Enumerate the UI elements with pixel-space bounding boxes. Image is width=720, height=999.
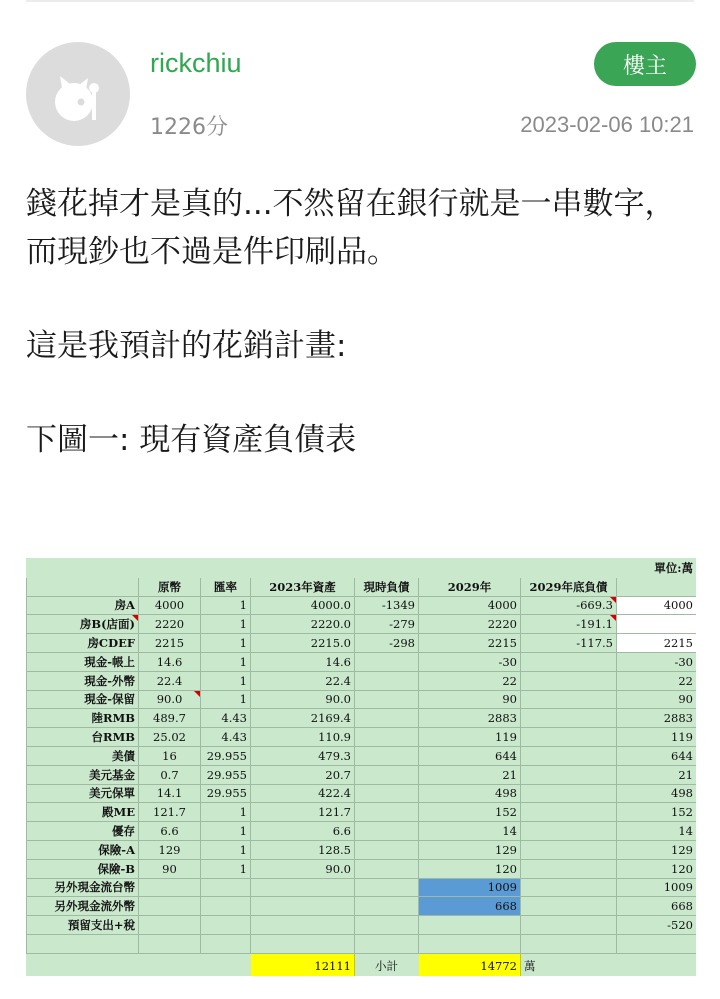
table-row: [27, 822, 697, 841]
post-paragraph: 這是我預計的花銷計畫:: [26, 328, 347, 364]
table-cell: [355, 934, 419, 953]
table-cell: 1: [201, 596, 251, 615]
table-cell: [521, 859, 617, 878]
original-poster-badge: 樓主: [594, 42, 696, 86]
table-cell: 6.6: [251, 822, 355, 841]
table-cell: 4000: [419, 596, 521, 615]
unit-label: 單位:萬: [654, 560, 693, 575]
table-cell: [521, 822, 617, 841]
post-paragraph: 錢花掉才是真的...不然留在銀行就是一串數字，而現鈔也不過是件印刷品。: [26, 186, 676, 270]
table-row: [27, 784, 697, 803]
table-cell: 644: [617, 746, 697, 765]
table-row: [27, 690, 697, 709]
table-cell: 129: [617, 840, 697, 859]
subtotal-value-cell: 14772: [419, 953, 521, 976]
table-cell: [419, 934, 521, 953]
table-cell: [201, 916, 251, 935]
table-cell: [139, 916, 201, 935]
table-cell: 2215: [617, 634, 697, 653]
empty-cell: [201, 953, 251, 976]
table-cell: 29.955: [201, 784, 251, 803]
row-label: 預留支出+稅: [27, 916, 139, 935]
column-header: 匯率: [201, 577, 251, 596]
row-label: 現金-帳上: [27, 652, 139, 671]
table-cell: 1009: [617, 878, 697, 897]
table-cell: 121.7: [139, 803, 201, 822]
avatar[interactable]: [26, 42, 130, 146]
row-label: 現金-外幣: [27, 671, 139, 690]
table-cell: [355, 822, 419, 841]
table-cell: [355, 916, 419, 935]
table-cell: 14: [419, 822, 521, 841]
table-cell: -298: [355, 634, 419, 653]
table-cell: [521, 840, 617, 859]
post-content: [26, 180, 686, 464]
table-cell: 2220: [139, 615, 201, 634]
table-cell: 479.3: [251, 746, 355, 765]
table-cell: -669.3: [521, 596, 617, 615]
table-cell: 2883: [419, 709, 521, 728]
table-cell: 2215: [139, 634, 201, 653]
row-label: 另外現金流台幣: [27, 878, 139, 897]
table-cell: [355, 784, 419, 803]
row-label: 陸RMB: [27, 709, 139, 728]
empty-cell: [27, 953, 139, 976]
table-cell: 4000: [139, 596, 201, 615]
table-row: [27, 859, 697, 878]
table-cell: 4.43: [201, 709, 251, 728]
table-cell: -279: [355, 615, 419, 634]
table-cell: 1: [201, 652, 251, 671]
post-timestamp: 2023-02-06 10:21: [520, 112, 694, 137]
table-cell: 128.5: [251, 840, 355, 859]
table-cell: [617, 615, 697, 634]
table-cell: 2883: [617, 709, 697, 728]
table-row: [27, 765, 697, 784]
table-cell: 21: [617, 765, 697, 784]
table-cell: [201, 897, 251, 916]
table-cell: [521, 934, 617, 953]
column-header: 2029年: [419, 577, 521, 596]
table-cell: 25.02: [139, 728, 201, 747]
empty-cell: [617, 953, 697, 976]
table-cell: -30: [617, 652, 697, 671]
table-cell: 90: [139, 859, 201, 878]
table-cell: [617, 934, 697, 953]
table-cell: [521, 916, 617, 935]
table-cell: [521, 728, 617, 747]
row-label: 房CDEF: [27, 634, 139, 653]
table-cell: -191.1: [521, 615, 617, 634]
table-cell: 22.4: [139, 671, 201, 690]
table-cell: [521, 784, 617, 803]
balance-sheet-image[interactable]: [26, 558, 696, 976]
table-cell: [251, 897, 355, 916]
table-cell: [139, 934, 201, 953]
table-cell: 14.6: [139, 652, 201, 671]
table-cell: [355, 765, 419, 784]
table-cell: 14: [617, 822, 697, 841]
table-row: [27, 709, 697, 728]
table-cell: 668: [419, 897, 521, 916]
table-row: [27, 840, 697, 859]
table-cell: [355, 728, 419, 747]
default-avatar-icon: [26, 42, 130, 146]
table-cell: 1: [201, 803, 251, 822]
table-cell: 90.0: [139, 690, 201, 709]
table-cell: 2215.0: [251, 634, 355, 653]
asset-total-cell: 12111: [251, 953, 355, 976]
table-cell: [419, 916, 521, 935]
table-cell: 16: [139, 746, 201, 765]
table-cell: 2215: [419, 634, 521, 653]
table-cell: 644: [419, 746, 521, 765]
unit-suffix: 萬: [524, 958, 536, 973]
table-cell: [521, 746, 617, 765]
table-row: [27, 934, 697, 953]
table-cell: 2220.0: [251, 615, 355, 634]
table-cell: 152: [617, 803, 697, 822]
table-cell: 489.7: [139, 709, 201, 728]
row-label: 房B(店面): [27, 615, 139, 634]
table-cell: 6.6: [139, 822, 201, 841]
table-cell: 121.7: [251, 803, 355, 822]
table-cell: [355, 709, 419, 728]
table-cell: [521, 652, 617, 671]
table-cell: 0.7: [139, 765, 201, 784]
table-row: [27, 878, 697, 897]
table-cell: 29.955: [201, 765, 251, 784]
table-cell: [355, 897, 419, 916]
table-cell: 90.0: [251, 690, 355, 709]
row-label: 殿ME: [27, 803, 139, 822]
row-label: 房A: [27, 596, 139, 615]
table-cell: [521, 709, 617, 728]
table-cell: [139, 878, 201, 897]
table-row: [27, 803, 697, 822]
row-label: 保險-B: [27, 859, 139, 878]
table-cell: -520: [617, 916, 697, 935]
table-cell: [521, 765, 617, 784]
table-cell: 1: [201, 859, 251, 878]
table-cell: [355, 652, 419, 671]
table-cell: [355, 690, 419, 709]
table-cell: 1: [201, 840, 251, 859]
top-divider: [26, 0, 694, 2]
table-cell: [355, 840, 419, 859]
table-row: [27, 671, 697, 690]
table-cell: [521, 803, 617, 822]
table-cell: [521, 671, 617, 690]
table-cell: [251, 916, 355, 935]
row-label: 台RMB: [27, 728, 139, 747]
table-cell: 22: [617, 671, 697, 690]
table-cell: [251, 934, 355, 953]
table-row: [27, 897, 697, 916]
table-cell: [201, 878, 251, 897]
row-label: [27, 934, 139, 953]
table-cell: 2169.4: [251, 709, 355, 728]
table-cell: [355, 859, 419, 878]
table-cell: -1349: [355, 596, 419, 615]
table-cell: [355, 878, 419, 897]
column-header: [617, 577, 697, 596]
table-cell: 22: [419, 671, 521, 690]
username-link[interactable]: rickchiu: [150, 48, 242, 78]
table-cell: [251, 878, 355, 897]
column-header: 現時負債: [355, 577, 419, 596]
table-cell: 498: [419, 784, 521, 803]
table-cell: 1009: [419, 878, 521, 897]
table-cell: [355, 671, 419, 690]
empty-cell: [139, 953, 201, 976]
table-cell: 1: [201, 634, 251, 653]
table-cell: 14.1: [139, 784, 201, 803]
row-label: 另外現金流外幣: [27, 897, 139, 916]
table-cell: 90.0: [251, 859, 355, 878]
table-cell: 14.6: [251, 652, 355, 671]
table-cell: 20.7: [251, 765, 355, 784]
column-header: 2023年資產: [251, 577, 355, 596]
table-cell: 29.955: [201, 746, 251, 765]
table-cell: 4000: [617, 596, 697, 615]
row-label: 美元保單: [27, 784, 139, 803]
table-cell: [521, 878, 617, 897]
table-cell: 668: [617, 897, 697, 916]
post-paragraph: 下圖一: 現有資產負債表: [26, 422, 357, 458]
table-row: [27, 634, 697, 653]
table-row: [27, 596, 697, 615]
table-row: [27, 652, 697, 671]
table-cell: 1: [201, 822, 251, 841]
table-row: [27, 916, 697, 935]
table-row: [27, 728, 697, 747]
column-header: 2029年底負債: [521, 577, 617, 596]
table-cell: 110.9: [251, 728, 355, 747]
table-cell: 90: [617, 690, 697, 709]
table-cell: 1: [201, 615, 251, 634]
table-cell: 22.4: [251, 671, 355, 690]
table-cell: 152: [419, 803, 521, 822]
table-cell: 119: [419, 728, 521, 747]
table-cell: [355, 746, 419, 765]
table-cell: 120: [419, 859, 521, 878]
table-cell: -117.5: [521, 634, 617, 653]
table-row: [27, 615, 697, 634]
table-cell: 90: [419, 690, 521, 709]
table-cell: 1: [201, 671, 251, 690]
column-header: 原幣: [139, 577, 201, 596]
table-cell: 498: [617, 784, 697, 803]
row-label: 美元基金: [27, 765, 139, 784]
table-cell: 4000.0: [251, 596, 355, 615]
table-cell: [355, 803, 419, 822]
column-header: [27, 577, 139, 596]
totals-row: [27, 953, 697, 976]
table-cell: -30: [419, 652, 521, 671]
subtotal-label: 小計: [375, 958, 398, 973]
table-cell: 2220: [419, 615, 521, 634]
table-row: [27, 746, 697, 765]
row-label: 保險-A: [27, 840, 139, 859]
row-label: 現金-保留: [27, 690, 139, 709]
table-cell: 4.43: [201, 728, 251, 747]
table-cell: 119: [617, 728, 697, 747]
table-cell: [521, 897, 617, 916]
table-cell: 422.4: [251, 784, 355, 803]
table-cell: [201, 934, 251, 953]
balance-sheet-table: [26, 558, 696, 976]
table-cell: [521, 690, 617, 709]
table-cell: 129: [139, 840, 201, 859]
row-label: 優存: [27, 822, 139, 841]
table-cell: 120: [617, 859, 697, 878]
table-cell: 1: [201, 690, 251, 709]
table-cell: [139, 897, 201, 916]
user-score: 1226分: [150, 115, 228, 140]
row-label: 美債: [27, 746, 139, 765]
table-cell: 129: [419, 840, 521, 859]
table-cell: 21: [419, 765, 521, 784]
